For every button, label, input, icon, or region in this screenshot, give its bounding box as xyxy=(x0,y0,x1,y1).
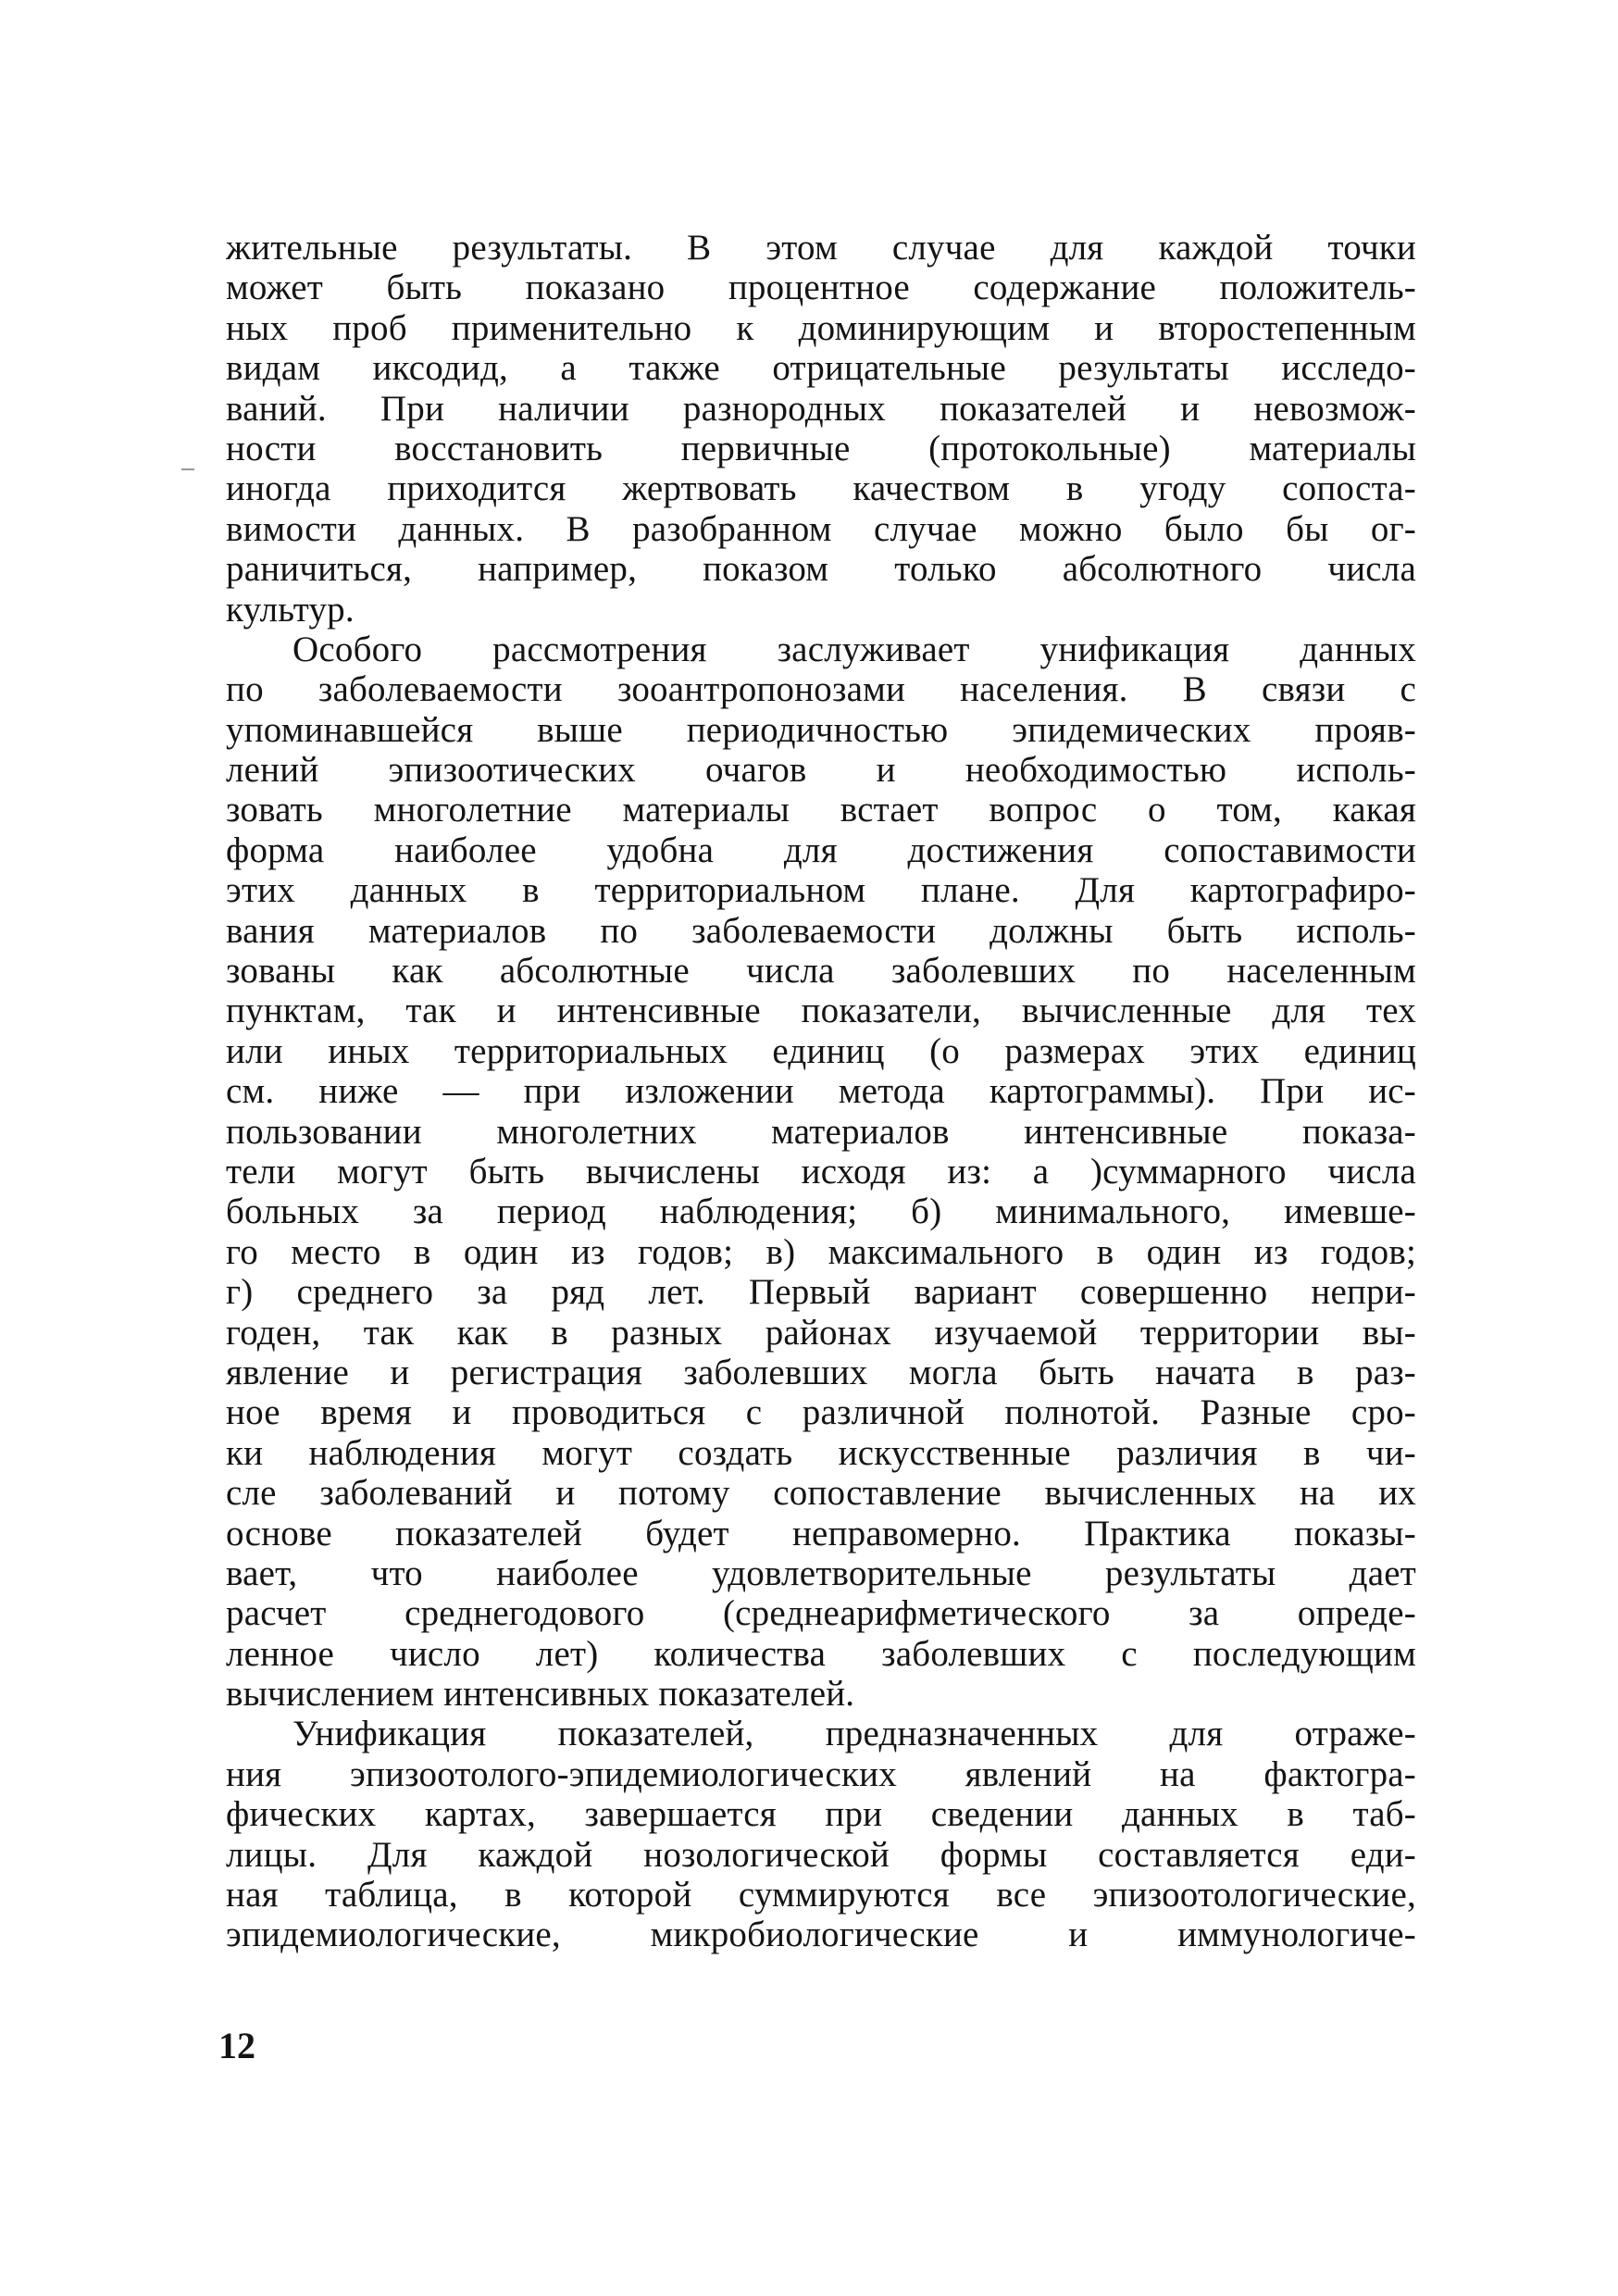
text-line: зовать многолетние материалы встает вопрос о том, какая xyxy=(226,790,1416,830)
text-line: вания материалов по заболеваемости должны быть исполь- xyxy=(226,910,1416,951)
text-line: ния эпизоотолого-эпидемиологических явлений на фактогра- xyxy=(226,1753,1416,1794)
text-line: ленное число лет) количества заболевших с последующим xyxy=(226,1633,1416,1674)
paragraph-1 xyxy=(226,228,1416,630)
text-line: вычислением интенсивных показателей. xyxy=(226,1674,855,1715)
text-line: этих данных в территориальном плане. Для картографиро- xyxy=(226,870,1416,911)
text-line: по заболеваемости зооантропонозами населения. В связи с xyxy=(226,669,1416,710)
text-line: ных проб применительно к доминирующим и второстепенным xyxy=(226,307,1416,348)
text-line: г) среднего за ряд лет. Первый вариант совершенно непри- xyxy=(226,1272,1416,1313)
text-line: раничиться, например, показом только абсолютного числа xyxy=(226,549,1416,590)
text-line: см. ниже — при изложении метода картограммы). При ис- xyxy=(226,1071,1416,1112)
text-line: лицы. Для каждой нозологической формы составляется еди- xyxy=(226,1834,1416,1875)
text-line: упоминавшейся выше периодичностью эпидемических прояв- xyxy=(226,709,1416,750)
text-line: лений эпизоотических очагов и необходимостью исполь- xyxy=(226,750,1416,791)
text-line: может быть показано процентное содержание положитель- xyxy=(226,268,1416,308)
text-line: видам иксодид, а также отрицательные результаты исследо- xyxy=(226,348,1416,389)
text-line: го место в один из годов; в) максимального в один из годов; xyxy=(226,1231,1416,1272)
text-line: культур. xyxy=(226,589,355,630)
text-line: вает, что наиболее удовлетворительные результаты дает xyxy=(226,1553,1416,1593)
text-line: иногда приходится жертвовать качеством в угоду сопоста- xyxy=(226,468,1416,509)
text-line: годен, так как в разных районах изучаемой территории вы- xyxy=(226,1312,1416,1353)
text-line: Особого рассмотрения заслуживает унификация данных xyxy=(292,629,1416,669)
text-line: расчет среднегодового (среднеарифметического за опреде- xyxy=(226,1593,1416,1634)
page-number: 12 xyxy=(218,2025,255,2066)
text-line: жительные результаты. В этом случае для каждой точки xyxy=(226,228,1416,268)
paragraph-3 xyxy=(226,1714,1416,1954)
text-line: ное время и проводиться с различной полнотой. Разные сро- xyxy=(226,1392,1416,1433)
text-line: ки наблюдения могут создать искусственные различия в чи- xyxy=(226,1432,1416,1473)
text-line: больных за период наблюдения; б) минимального, имевше- xyxy=(226,1192,1416,1232)
text-line: ности восстановить первичные (протокольные) материалы xyxy=(226,428,1416,468)
text-line: фических картах, завершается при сведении данных в таб- xyxy=(226,1794,1416,1835)
text-line: или иных территориальных единиц (о размерах этих единиц xyxy=(226,1030,1416,1071)
body-text xyxy=(226,228,1416,1955)
text-line: явление и регистрация заболевших могла быть начата в раз- xyxy=(226,1352,1416,1392)
text-line: Унификация показателей, предназначенных для отраже- xyxy=(292,1714,1416,1754)
text-line: основе показателей будет неправомерно. Практика показы- xyxy=(226,1513,1416,1554)
text-line: ваний. При наличии разнородных показателей и невозмож- xyxy=(226,388,1416,429)
text-line: зованы как абсолютные числа заболевших по населенным xyxy=(226,951,1416,992)
text-line: ная таблица, в которой суммируются все эпизоотологические, xyxy=(226,1875,1416,1915)
text-line: сле заболеваний и потому сопоставление вычисленных на их xyxy=(226,1473,1416,1514)
margin-mark xyxy=(181,468,194,470)
text-line: пунктам, так и интенсивные показатели, вычисленные для тех xyxy=(226,991,1416,1031)
paragraph-2 xyxy=(226,630,1416,1715)
text-line: тели могут быть вычислены исходя из: а )суммарного числа xyxy=(226,1151,1416,1192)
text-line: вимости данных. В разобранном случае можно было бы ог- xyxy=(226,508,1416,549)
text-line: пользовании многолетних материалов интенсивные показа- xyxy=(226,1111,1416,1152)
text-line: эпидемиологические, микробиологические и иммунологиче- xyxy=(226,1915,1416,1955)
text-line: форма наиболее удобна для достижения сопоставимости xyxy=(226,830,1416,870)
